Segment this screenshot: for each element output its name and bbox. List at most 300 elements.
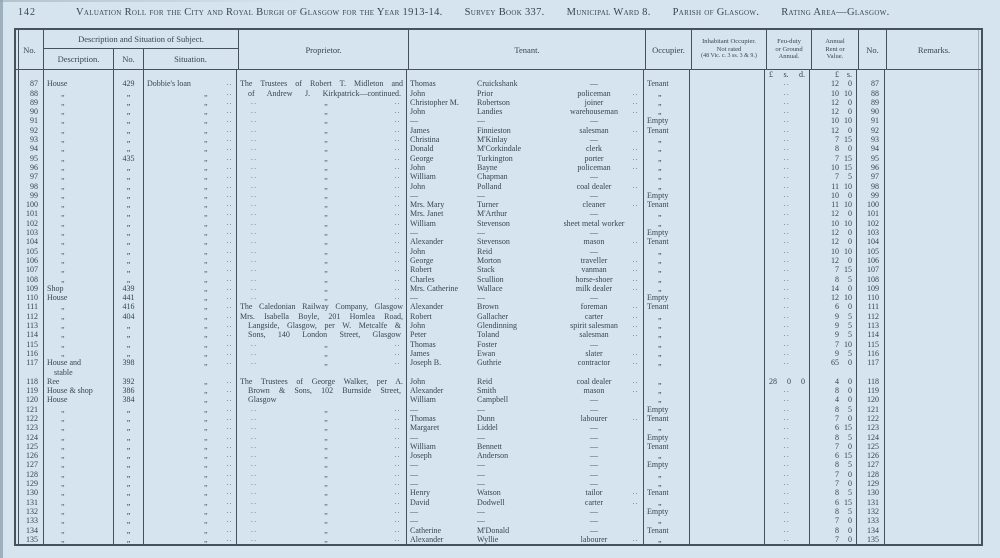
row-number-right: 132 bbox=[857, 507, 885, 516]
occupier-cell: „ bbox=[644, 144, 690, 153]
situation-cell: „ .. bbox=[144, 386, 237, 395]
annual-rent-cell: 8 5 bbox=[810, 275, 857, 284]
row-number: 88 bbox=[16, 89, 44, 98]
description-cell: „ bbox=[44, 154, 114, 163]
feu-duty-cell: .. bbox=[765, 433, 810, 442]
street-number-cell: 398 bbox=[114, 358, 144, 377]
proprietor-cell: .. „ .. bbox=[237, 116, 407, 125]
situation-cell: „ .. bbox=[144, 535, 237, 544]
row-number-right: 121 bbox=[857, 405, 885, 414]
description-cell: „ bbox=[44, 209, 114, 218]
situation-cell: „ .. bbox=[144, 395, 237, 404]
row-number-right: 94 bbox=[857, 144, 885, 153]
description-cell: House and stable bbox=[44, 358, 114, 377]
remarks-cell bbox=[885, 516, 981, 525]
proprietor-cell: .. „ .. bbox=[237, 433, 407, 442]
tenant-cell: — — — bbox=[407, 228, 644, 237]
remarks-cell bbox=[885, 265, 981, 274]
page-title: Valuation Roll for the City and Royal Burgh of Glasgow for the Year 1913-14. bbox=[76, 7, 443, 18]
feu-duty-cell: .. bbox=[765, 451, 810, 460]
annual-rent-cell: 11 10 bbox=[810, 200, 857, 209]
col-header-occupier: Occupier. bbox=[646, 30, 692, 69]
situation-cell: „ .. bbox=[144, 144, 237, 153]
remarks-cell bbox=[885, 79, 981, 88]
remarks-cell bbox=[885, 526, 981, 535]
table-row bbox=[16, 79, 981, 88]
table-row bbox=[16, 470, 981, 479]
proprietor-cell: Brown & Sons, 102 Burnside Street, bbox=[237, 386, 407, 395]
proprietor-cell: .. „ .. bbox=[237, 182, 407, 191]
survey-book: Survey Book 337. bbox=[464, 7, 545, 18]
feu-duty-cell: .. bbox=[765, 340, 810, 349]
tenant-cell: George Turkington porter .. bbox=[407, 154, 644, 163]
situation-cell: „ .. bbox=[144, 479, 237, 488]
street-number-cell: „ bbox=[114, 433, 144, 442]
row-number-right: 99 bbox=[857, 191, 885, 200]
description-cell: „ bbox=[44, 302, 114, 311]
inhabitant-occupier-cell bbox=[690, 488, 765, 497]
description-cell: „ bbox=[44, 414, 114, 423]
row-number: 128 bbox=[16, 470, 44, 479]
feu-duty-cell: .. bbox=[765, 358, 810, 377]
annual-rent-cell: 8 5 bbox=[810, 433, 857, 442]
remarks-cell bbox=[885, 89, 981, 98]
row-number: 117 bbox=[16, 358, 44, 377]
col-header-proprietor: Proprietor. bbox=[239, 30, 409, 69]
proprietor-cell: .. „ .. bbox=[237, 488, 407, 497]
feu-duty-cell: .. bbox=[765, 442, 810, 451]
street-number-cell: „ bbox=[114, 265, 144, 274]
row-number: 102 bbox=[16, 219, 44, 228]
table-row bbox=[16, 302, 981, 311]
tenant-cell: James Finnieston salesman .. bbox=[407, 126, 644, 135]
inhabitant-occupier-cell bbox=[690, 191, 765, 200]
col-header-annual-rent: Annual Rent or Value. bbox=[812, 30, 859, 69]
remarks-cell bbox=[885, 302, 981, 311]
tenant-cell: William Bennett — bbox=[407, 442, 644, 451]
description-cell: „ bbox=[44, 340, 114, 349]
street-number-cell: „ bbox=[114, 256, 144, 265]
proprietor-cell: .. „ .. bbox=[237, 275, 407, 284]
remarks-cell bbox=[885, 442, 981, 451]
feu-duty-cell: .. bbox=[765, 126, 810, 135]
occupier-cell: „ bbox=[644, 182, 690, 191]
occupier-cell: Tenant bbox=[644, 79, 690, 88]
inhabitant-occupier-cell bbox=[690, 275, 765, 284]
row-number-right: 128 bbox=[857, 470, 885, 479]
street-number-cell: „ bbox=[114, 182, 144, 191]
description-cell: „ bbox=[44, 451, 114, 460]
feu-duty-cell: .. bbox=[765, 312, 810, 321]
inhabitant-occupier-cell bbox=[690, 182, 765, 191]
situation-cell: „ .. bbox=[144, 293, 237, 302]
occupier-cell: Tenant bbox=[644, 126, 690, 135]
inhabitant-occupier-cell bbox=[690, 386, 765, 395]
table-row bbox=[16, 349, 981, 358]
table-row bbox=[16, 414, 981, 423]
row-number-right: 100 bbox=[857, 200, 885, 209]
table-row bbox=[16, 293, 981, 302]
situation-cell: „ .. bbox=[144, 470, 237, 479]
remarks-cell bbox=[885, 182, 981, 191]
situation-cell: „ .. bbox=[144, 507, 237, 516]
situation-cell: „ .. bbox=[144, 451, 237, 460]
remarks-cell bbox=[885, 154, 981, 163]
description-cell: „ bbox=[44, 163, 114, 172]
row-number-right: 119 bbox=[857, 386, 885, 395]
row-number-right: 127 bbox=[857, 460, 885, 469]
row-number: 87 bbox=[16, 79, 44, 88]
annual-rent-cell: 7 0 bbox=[810, 516, 857, 525]
table-row bbox=[16, 89, 981, 98]
remarks-cell bbox=[885, 498, 981, 507]
proprietor-cell: Mrs. Isabella Boyle, 201 Homlea Road, bbox=[237, 312, 407, 321]
tenant-cell: — — — bbox=[407, 507, 644, 516]
situation-cell: „ .. bbox=[144, 433, 237, 442]
feu-duty-cell: .. bbox=[765, 154, 810, 163]
occupier-cell: Tenant bbox=[644, 302, 690, 311]
table-row bbox=[16, 405, 981, 414]
proprietor-cell: .. „ .. bbox=[237, 135, 407, 144]
tenant-cell: Margaret Liddel — bbox=[407, 423, 644, 432]
occupier-cell: „ bbox=[644, 470, 690, 479]
proprietor-cell: .. „ .. bbox=[237, 98, 407, 107]
proprietor-cell: .. „ .. bbox=[237, 265, 407, 274]
street-number-cell: „ bbox=[114, 135, 144, 144]
occupier-cell: „ bbox=[644, 154, 690, 163]
remarks-cell bbox=[885, 135, 981, 144]
street-number-cell: 416 bbox=[114, 302, 144, 311]
description-cell: „ bbox=[44, 349, 114, 358]
row-number-right: 131 bbox=[857, 498, 885, 507]
table-body bbox=[16, 70, 981, 545]
tenant-cell: Christina M'Kinlay — bbox=[407, 135, 644, 144]
tenant-cell: Alexander Smith mason .. bbox=[407, 386, 644, 395]
remarks-cell bbox=[885, 126, 981, 135]
situation-cell: „ .. bbox=[144, 358, 237, 377]
remarks-cell bbox=[885, 172, 981, 181]
inhabitant-occupier-cell bbox=[690, 330, 765, 339]
street-number-cell: „ bbox=[114, 163, 144, 172]
feu-duty-cell: .. bbox=[765, 247, 810, 256]
col-header-no-left: No. bbox=[16, 30, 44, 69]
situation-cell: „ .. bbox=[144, 182, 237, 191]
table-row bbox=[16, 209, 981, 218]
feu-duty-cell: .. bbox=[765, 507, 810, 516]
tenant-cell: Mrs. Janet M'Arthur — bbox=[407, 209, 644, 218]
occupier-cell: „ bbox=[644, 219, 690, 228]
table-row bbox=[16, 330, 981, 339]
proprietor-cell: .. „ .. bbox=[237, 126, 407, 135]
proprietor-cell: .. „ .. bbox=[237, 516, 407, 525]
feu-duty-cell: .. bbox=[765, 144, 810, 153]
rating-area: Rating Area—Glasgow. bbox=[781, 7, 890, 18]
row-number-right: 110 bbox=[857, 293, 885, 302]
annual-rent-cell: 7 0 bbox=[810, 414, 857, 423]
description-cell: House bbox=[44, 293, 114, 302]
street-number-cell: 439 bbox=[114, 284, 144, 293]
row-number-right: 103 bbox=[857, 228, 885, 237]
occupier-cell: „ bbox=[644, 349, 690, 358]
annual-rent-cell: 7 0 bbox=[810, 479, 857, 488]
row-number-right: 109 bbox=[857, 284, 885, 293]
inhabitant-occupier-cell bbox=[690, 247, 765, 256]
remarks-cell bbox=[885, 507, 981, 516]
feu-duty-cell: .. bbox=[765, 163, 810, 172]
tenant-cell: John Reid — bbox=[407, 247, 644, 256]
remarks-cell bbox=[885, 237, 981, 246]
occupier-cell: Tenant bbox=[644, 200, 690, 209]
col-group-label: Description and Situation of Subject. bbox=[44, 30, 238, 49]
row-number: 113 bbox=[16, 321, 44, 330]
occupier-cell: Empty bbox=[644, 433, 690, 442]
row-number: 127 bbox=[16, 460, 44, 469]
table-row bbox=[16, 107, 981, 116]
table-row bbox=[16, 116, 981, 125]
row-number: 131 bbox=[16, 498, 44, 507]
proprietor-cell: .. „ .. bbox=[237, 228, 407, 237]
row-number: 123 bbox=[16, 423, 44, 432]
row-number: 107 bbox=[16, 265, 44, 274]
description-cell: „ bbox=[44, 172, 114, 181]
parish: Parish of Glasgow. bbox=[672, 7, 760, 18]
row-number: 109 bbox=[16, 284, 44, 293]
feu-duty-cell: .. bbox=[765, 256, 810, 265]
inhabitant-occupier-cell bbox=[690, 433, 765, 442]
situation-cell: „ .. bbox=[144, 89, 237, 98]
table-row bbox=[16, 423, 981, 432]
feu-duty-cell: .. bbox=[765, 191, 810, 200]
row-number-right: 133 bbox=[857, 516, 885, 525]
street-number-cell: 441 bbox=[114, 293, 144, 302]
tenant-cell: — — — bbox=[407, 433, 644, 442]
description-cell: „ bbox=[44, 442, 114, 451]
occupier-cell: „ bbox=[644, 535, 690, 544]
remarks-cell bbox=[885, 386, 981, 395]
annual-rent-cell: 4 0 bbox=[810, 395, 857, 404]
row-number-right: 114 bbox=[857, 330, 885, 339]
table-row bbox=[16, 247, 981, 256]
row-number: 101 bbox=[16, 209, 44, 218]
table-row bbox=[16, 98, 981, 107]
feu-duty-cell: .. bbox=[765, 107, 810, 116]
description-cell: „ bbox=[44, 498, 114, 507]
proprietor-cell: .. „ .. bbox=[237, 460, 407, 469]
inhabitant-occupier-cell bbox=[690, 219, 765, 228]
situation-cell: „ .. bbox=[144, 256, 237, 265]
inhabitant-occupier-cell bbox=[690, 79, 765, 88]
row-number: 124 bbox=[16, 433, 44, 442]
street-number-cell: „ bbox=[114, 144, 144, 153]
occupier-cell: „ bbox=[644, 172, 690, 181]
description-cell: „ bbox=[44, 312, 114, 321]
col-header-description: Description. bbox=[44, 49, 114, 69]
remarks-cell bbox=[885, 535, 981, 544]
occupier-cell: Tenant bbox=[644, 237, 690, 246]
row-number: 122 bbox=[16, 414, 44, 423]
row-number-right: 88 bbox=[857, 89, 885, 98]
situation-cell: „ .. bbox=[144, 526, 237, 535]
tenant-cell: William Campbell — bbox=[407, 395, 644, 404]
annual-rent-cell: 10 10 bbox=[810, 89, 857, 98]
description-cell: „ bbox=[44, 423, 114, 432]
situation-cell: „ .. bbox=[144, 284, 237, 293]
tenant-cell: John Polland coal dealer .. bbox=[407, 182, 644, 191]
occupier-cell: „ bbox=[644, 321, 690, 330]
occupier-cell: Tenant bbox=[644, 526, 690, 535]
street-number-cell: „ bbox=[114, 414, 144, 423]
inhabitant-occupier-cell bbox=[690, 470, 765, 479]
table-row bbox=[16, 312, 981, 321]
proprietor-cell: .. „ .. bbox=[237, 107, 407, 116]
table-row bbox=[16, 135, 981, 144]
row-number-right: 108 bbox=[857, 275, 885, 284]
tenant-cell: John Landies warehouseman .. bbox=[407, 107, 644, 116]
annual-rent-cell: 12 0 bbox=[810, 237, 857, 246]
table-row bbox=[16, 526, 981, 535]
feu-duty-cell: .. bbox=[765, 172, 810, 181]
inhabitant-occupier-cell bbox=[690, 349, 765, 358]
feu-duty-cell: .. bbox=[765, 79, 810, 88]
street-number-cell: „ bbox=[114, 507, 144, 516]
table-row bbox=[16, 321, 981, 330]
proprietor-cell: Glasgow bbox=[237, 395, 407, 404]
col-header-sub-no: No. bbox=[114, 49, 144, 69]
proprietor-cell: .. „ .. bbox=[237, 237, 407, 246]
inhabitant-occupier-cell bbox=[690, 228, 765, 237]
inhabitant-occupier-cell bbox=[690, 172, 765, 181]
situation-cell: „ .. bbox=[144, 516, 237, 525]
situation-cell: „ .. bbox=[144, 302, 237, 311]
tenant-cell: Thomas Dunn labourer .. bbox=[407, 414, 644, 423]
proprietor-cell: .. „ .. bbox=[237, 442, 407, 451]
annual-rent-cell: 9 5 bbox=[810, 330, 857, 339]
row-number: 119 bbox=[16, 386, 44, 395]
feu-duty-cell: .. bbox=[765, 209, 810, 218]
row-number: 90 bbox=[16, 107, 44, 116]
col-header-remarks: Remarks. bbox=[917, 44, 951, 55]
row-number-right: 126 bbox=[857, 451, 885, 460]
row-number-right: 96 bbox=[857, 163, 885, 172]
occupier-cell: „ bbox=[644, 395, 690, 404]
annual-rent-cell: 8 5 bbox=[810, 488, 857, 497]
description-cell: „ bbox=[44, 330, 114, 339]
proprietor-cell: Langside, Glasgow, per W. Metcalfe & bbox=[237, 321, 407, 330]
feu-duty-cell: .. bbox=[765, 405, 810, 414]
feu-duty-cell: 28 0 0 bbox=[765, 377, 810, 386]
inhabitant-occupier-cell bbox=[690, 479, 765, 488]
description-cell: „ bbox=[44, 219, 114, 228]
inhabitant-occupier-cell bbox=[690, 358, 765, 377]
money-units-row bbox=[16, 70, 981, 79]
tenant-cell: — — — bbox=[407, 116, 644, 125]
tenant-cell: David Dodwell carter .. bbox=[407, 498, 644, 507]
occupier-cell: „ bbox=[644, 330, 690, 339]
occupier-cell: Empty bbox=[644, 460, 690, 469]
remarks-cell bbox=[885, 488, 981, 497]
remarks-cell bbox=[885, 423, 981, 432]
street-number-cell: „ bbox=[114, 89, 144, 98]
annual-rent-cell: 7 5 bbox=[810, 172, 857, 181]
remarks-cell bbox=[885, 321, 981, 330]
feu-duty-cell: .. bbox=[765, 460, 810, 469]
proprietor-cell: The Trustees of George Walker, per A. bbox=[237, 377, 407, 386]
tenant-cell: Thomas Foster — bbox=[407, 340, 644, 349]
proprietor-cell: .. „ .. bbox=[237, 219, 407, 228]
annual-rent-cell: 12 0 bbox=[810, 79, 857, 88]
inhabitant-occupier-cell bbox=[690, 442, 765, 451]
inhabitant-occupier-cell bbox=[690, 414, 765, 423]
occupier-cell: „ bbox=[644, 340, 690, 349]
row-number: 103 bbox=[16, 228, 44, 237]
inhabitant-occupier-cell bbox=[690, 116, 765, 125]
table-row bbox=[16, 126, 981, 135]
description-cell: House & shop bbox=[44, 386, 114, 395]
street-number-cell: 435 bbox=[114, 154, 144, 163]
tenant-cell: William Stevenson sheet metal worker bbox=[407, 219, 644, 228]
row-number-right: 105 bbox=[857, 247, 885, 256]
occupier-cell: „ bbox=[644, 265, 690, 274]
row-number-right: 92 bbox=[857, 126, 885, 135]
annual-rent-cell: 7 15 bbox=[810, 154, 857, 163]
street-number-cell: „ bbox=[114, 349, 144, 358]
proprietor-cell: .. „ .. bbox=[237, 209, 407, 218]
tenant-cell: James Ewan slater .. bbox=[407, 349, 644, 358]
remarks-cell bbox=[885, 414, 981, 423]
feu-duty-cell: .. bbox=[765, 182, 810, 191]
remarks-cell bbox=[885, 256, 981, 265]
street-number-cell: „ bbox=[114, 219, 144, 228]
feu-duty-cell: .. bbox=[765, 395, 810, 404]
proprietor-cell: .. „ .. bbox=[237, 479, 407, 488]
occupier-cell: Empty bbox=[644, 293, 690, 302]
situation-cell: „ .. bbox=[144, 442, 237, 451]
inhabitant-occupier-cell bbox=[690, 498, 765, 507]
feu-duty-cell: .. bbox=[765, 219, 810, 228]
tenant-cell: — — — bbox=[407, 191, 644, 200]
street-number-cell: „ bbox=[114, 116, 144, 125]
occupier-cell: „ bbox=[644, 256, 690, 265]
description-cell: House bbox=[44, 79, 114, 88]
table-body-rows bbox=[16, 79, 981, 544]
annual-rent-cell: 9 5 bbox=[810, 312, 857, 321]
tenant-cell: John Reid coal dealer .. bbox=[407, 377, 644, 386]
situation-cell: „ .. bbox=[144, 98, 237, 107]
proprietor-cell: .. „ .. bbox=[237, 414, 407, 423]
inhabitant-occupier-cell bbox=[690, 423, 765, 432]
rent-units: £ s. bbox=[810, 70, 857, 79]
row-number: 106 bbox=[16, 256, 44, 265]
inhabitant-occupier-cell bbox=[690, 209, 765, 218]
annual-rent-cell: 10 15 bbox=[810, 163, 857, 172]
street-number-cell: „ bbox=[114, 321, 144, 330]
street-number-cell: „ bbox=[114, 330, 144, 339]
row-number-right: 89 bbox=[857, 98, 885, 107]
row-number: 129 bbox=[16, 479, 44, 488]
occupier-cell: „ bbox=[644, 209, 690, 218]
row-number: 118 bbox=[16, 377, 44, 386]
col-header-inhabitant-occupier: Inhabitant Occupier. Not rated (48 Vic. c. 3 ss. 3 & 9.) bbox=[692, 30, 767, 69]
proprietor-cell: .. „ .. bbox=[237, 423, 407, 432]
occupier-cell: Empty bbox=[644, 228, 690, 237]
description-cell: „ bbox=[44, 107, 114, 116]
street-number-cell: „ bbox=[114, 526, 144, 535]
situation-cell: „ .. bbox=[144, 228, 237, 237]
inhabitant-occupier-cell bbox=[690, 237, 765, 246]
remarks-cell bbox=[885, 358, 981, 377]
proprietor-cell: The Trustees of Robert T. Midleton and bbox=[237, 79, 407, 88]
street-number-cell: „ bbox=[114, 479, 144, 488]
